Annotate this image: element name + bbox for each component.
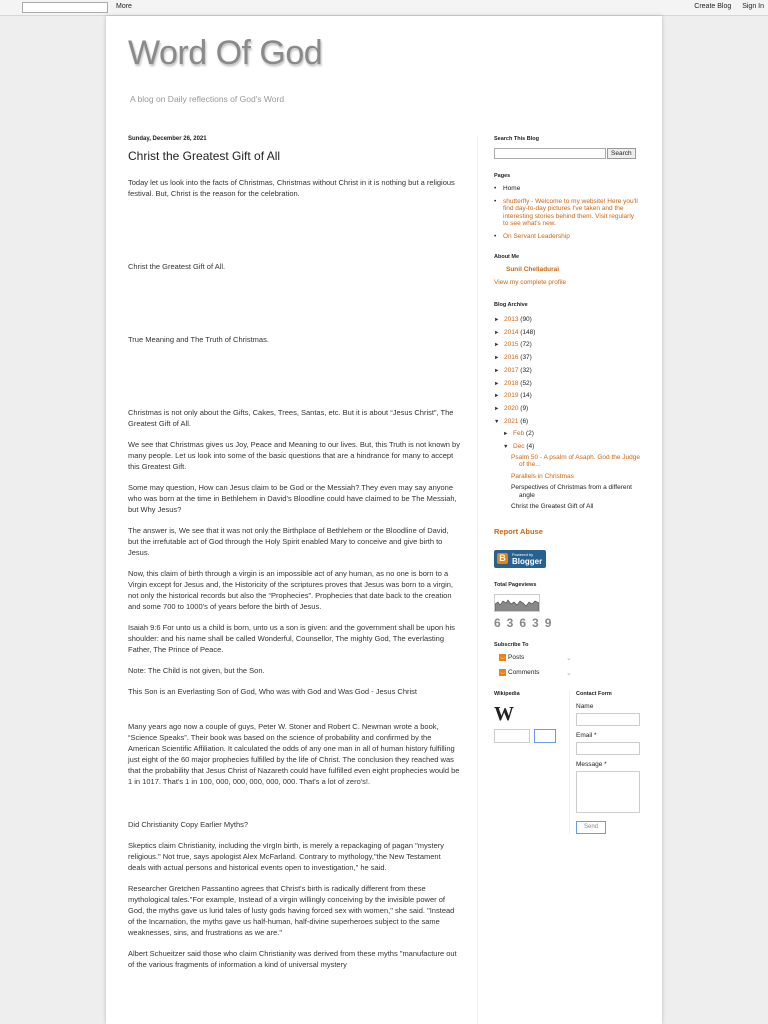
post-column xyxy=(128,136,460,980)
view-profile-link[interactable]: View my complete profile xyxy=(494,279,567,286)
author-name-link[interactable]: Sunil Chelladurai xyxy=(506,266,560,273)
archive-year-2021[interactable]: ▼ 2021 (6) xyxy=(494,416,640,429)
expand-arrow-icon[interactable]: ► xyxy=(494,393,500,400)
widget-title: Total Pageviews xyxy=(494,581,537,588)
archive-year-2015[interactable]: ► 2015 (72) xyxy=(494,339,640,352)
message-label: Message * xyxy=(576,760,607,768)
wikipedia-widget xyxy=(494,691,560,834)
archive-year-2020[interactable]: ► 2020 (9) xyxy=(494,403,640,416)
post-paragraph: Note: The Child is not given, but the Son. xyxy=(128,666,265,675)
navbar-search-input[interactable] xyxy=(22,2,108,13)
expand-arrow-icon[interactable]: ► xyxy=(494,355,500,362)
post-paragraph: This Son is an Everlasting Son of God, Who was with God and Was God - Jesus Christ xyxy=(128,687,418,696)
post-body xyxy=(128,177,460,970)
blog-page xyxy=(106,16,662,1024)
blogger-icon: B xyxy=(497,553,508,564)
chevron-down-icon[interactable]: ⌄ xyxy=(566,669,572,677)
blogger-navbar xyxy=(0,0,768,16)
about-widget xyxy=(494,254,640,286)
page-link-home[interactable]: • Home xyxy=(494,185,640,193)
archive-post-link[interactable]: Parallels in Christmas xyxy=(511,472,574,480)
pageviews-widget xyxy=(494,582,640,630)
name-field[interactable] xyxy=(576,713,640,726)
badge-small-text: Powered by xyxy=(512,551,534,557)
post-paragraph: Some may question, How can Jesus claim to be God or the Messiah? They even may say anyone who was born at the time in Bethlehem in David’s Bloodline could have claimed to be The Messiah, but Why Jesus? xyxy=(128,483,457,514)
navbar-right xyxy=(685,3,764,10)
widget-title: Search This Blog xyxy=(494,136,539,142)
archive-year-2014[interactable]: ► 2014 (148) xyxy=(494,327,640,340)
rss-feed-icon: ◡ xyxy=(500,669,505,676)
post-title[interactable]: Christ the Greatest Gift of All xyxy=(128,149,281,163)
subscribe-posts[interactable]: ◡ Posts ⌄ xyxy=(500,654,572,662)
wikipedia-search-input[interactable] xyxy=(494,729,530,743)
subscribe-widget xyxy=(494,642,640,677)
rss-feed-icon: ◡ xyxy=(500,654,505,661)
blog-archive-widget xyxy=(494,302,640,511)
post-date: Sunday, December 26, 2021 xyxy=(128,136,207,142)
send-button[interactable]: Send xyxy=(576,821,606,834)
archive-post-link[interactable]: Perspectives of Christmas from a different angle xyxy=(511,484,632,499)
powered-by-blogger-badge[interactable] xyxy=(494,550,546,568)
sidebar xyxy=(494,136,640,834)
archive-year-2013[interactable]: ► 2013 (90) xyxy=(494,314,640,327)
message-textarea[interactable] xyxy=(576,771,640,813)
archive-post-link[interactable]: Christ the Greatest Gift of All xyxy=(511,503,594,511)
post-paragraph: Christ the Greatest Gift of All. xyxy=(128,262,226,271)
pageviews-counter: 63639 xyxy=(494,615,558,630)
wikipedia-contact-row xyxy=(494,691,640,834)
email-label: Email * xyxy=(576,731,597,739)
post-paragraph: Skeptics claim Christianity, including the vIrgIn birth, is merely a repackaging of pagan "mystery religious." Not true, says apologist Alex McFarland. Contrary to mythology,"the New Testament deals with actual persons and historical events open to investigation," he said. xyxy=(128,841,444,872)
badge-big-text: Blogger xyxy=(512,556,543,566)
post-paragraph: Isaiah 9:6 For unto us a child is born, unto us a son is given: and the government shall be upon his shoulder: and his name shall be called Wonderful, Counsellor, The mighty God, The everlasting Father, The Prince of Peace. xyxy=(128,623,455,654)
post-paragraph: Albert Schueitzer said those who claim Christianity was derived from these myths "manufacture out of the various fragments of information a kind of universal mystery xyxy=(128,949,457,969)
subscribe-comments[interactable]: ◡ Comments ⌄ xyxy=(500,669,572,677)
page-link-shutterfly[interactable]: • shutterfly - Welcome to my website! Here you'll find day-to-day pictures I've taken and the interesting stories behind them. Visit regularly to see what's new. xyxy=(494,198,640,228)
sign-in-link[interactable]: Sign In xyxy=(742,3,764,10)
post-paragraph: The answer is, We see that it was not only the Birthplace of Bethlehem or the Bloodline of David, but the irrefutable act of God through the Holy Spirit enabled Mary to conceive and give birth to Jesus. xyxy=(128,526,449,557)
page-link-servant-leadership[interactable]: • On Servant Leadership xyxy=(494,233,640,241)
archive-year-2016[interactable]: ► 2016 (37) xyxy=(494,352,640,365)
post-paragraph: Many years ago now a couple of guys, Peter W. Stoner and Robert C. Newman wrote a book, “Science Speaks”. Their book was based on the science of probability and confirmed by the American Scientific Affiliation. It calculated the odds of any one man in all of human history fulfilling just eight of the 60 major prophecies fulfilled by the life of Christ. The conclusion they reached was that the probability that Jesus Christ of Nazareth could have fulfilled even eight prophecies would be 1 in 1017. That's 1 in 100, 000, 000, 000, 000, 000. That's a lot of zero's!. xyxy=(128,722,460,786)
wikipedia-logo-icon: W xyxy=(494,702,514,725)
blog-description: A blog on Daily reflections of God's Word xyxy=(130,94,285,104)
widget-title: About Me xyxy=(494,254,520,260)
expand-arrow-icon[interactable]: ► xyxy=(494,317,500,323)
name-label: Name xyxy=(576,702,594,710)
navbar-more-link[interactable]: More xyxy=(116,3,132,10)
post-paragraph: Today let us look into the facts of Christmas, Christmas without Christ in it is nothing but a religious festival. But, Christ is the reason for the celebration. xyxy=(128,178,455,198)
post-paragraph: Now, this claim of birth through a virgin is an impossible act of any human, as no one is born to a Virgin except for Jesus and, the Historicity of the scriptures proves that Jesus was born to a virgin, not only the historical records but also the “Prophecies”. Prophecies that date back to the creation and some 700 to 1000’s of years before the birth of Jesus. xyxy=(128,569,454,611)
blog-title[interactable]: Word Of God xyxy=(128,34,323,72)
widget-title: Subscribe To xyxy=(494,641,529,648)
widget-title: Contact Form xyxy=(576,690,612,697)
post-paragraph: Did Christianity Copy Earlier Myths? xyxy=(128,820,249,829)
widget-title: Wikipedia xyxy=(494,690,520,697)
search-button[interactable]: Search xyxy=(607,148,636,159)
contact-form-widget xyxy=(569,691,640,834)
expand-arrow-icon[interactable]: ► xyxy=(503,431,509,438)
expand-arrow-icon[interactable]: ► xyxy=(494,367,500,374)
archive-post-link[interactable]: Psalm 50 - A psalm of Asaph. God the Judge of the... xyxy=(511,453,640,469)
column-divider xyxy=(477,136,478,1024)
widget-title: Blog Archive xyxy=(494,302,528,308)
collapse-arrow-icon[interactable]: ▼ xyxy=(503,444,509,451)
search-widget xyxy=(494,136,640,159)
pageviews-sparkline xyxy=(494,594,540,612)
expand-arrow-icon[interactable]: ► xyxy=(494,329,500,336)
blog-search-input[interactable] xyxy=(494,148,606,159)
archive-year-2018[interactable]: ► 2018 (52) xyxy=(494,378,640,391)
create-blog-link[interactable]: Create Blog xyxy=(694,3,732,10)
archive-year-2017[interactable]: ► 2017 (32) xyxy=(494,365,640,378)
expand-arrow-icon[interactable]: ► xyxy=(494,405,500,412)
post-paragraph: True Meaning and The Truth of Christmas. xyxy=(128,335,269,344)
chevron-down-icon[interactable]: ⌄ xyxy=(566,654,572,662)
widget-title: Pages xyxy=(494,173,511,179)
wikipedia-search-button[interactable] xyxy=(534,729,556,743)
email-field[interactable] xyxy=(576,742,640,755)
pages-widget xyxy=(494,173,640,240)
post-paragraph: Christmas is not only about the Gifts, Cakes, Trees, Santas, etc. But it is about “Jesus Christ”, The Greatest Gift of All. xyxy=(128,408,454,428)
archive-month-feb[interactable]: ► Feb (2) xyxy=(503,428,640,441)
expand-arrow-icon[interactable]: ► xyxy=(494,342,500,349)
archive-month-dec[interactable]: ▼ Dec (4) xyxy=(503,441,640,454)
report-abuse-link[interactable]: Report Abuse xyxy=(494,526,543,536)
archive-year-2019[interactable]: ► 2019 (14) xyxy=(494,390,640,403)
post-paragraph: Researcher Gretchen Passantino agrees that Christ's birth is radically different from these mythological tales."For example, Instead of a virgin willingly conceiving by the invisible power of God, the myths gave us lurid tales of lusty gods having forced sex with women," she said. "Instead of the Incarnation, the myths gave us half-human, half-divine superheroes subject to the same weaknesses, sins, and frustrations as we are." xyxy=(128,884,455,937)
expand-arrow-icon[interactable]: ► xyxy=(494,380,500,387)
archive-post-list xyxy=(511,454,640,511)
collapse-arrow-icon[interactable]: ▼ xyxy=(494,418,500,425)
post-paragraph: We see that Christmas gives us Joy, Peace and Meaning to our lives. But, this Truth is not known by many people. Let us look into some of the basic questions that are a hindrance for many to accept this Greatest Gift. xyxy=(128,440,460,471)
